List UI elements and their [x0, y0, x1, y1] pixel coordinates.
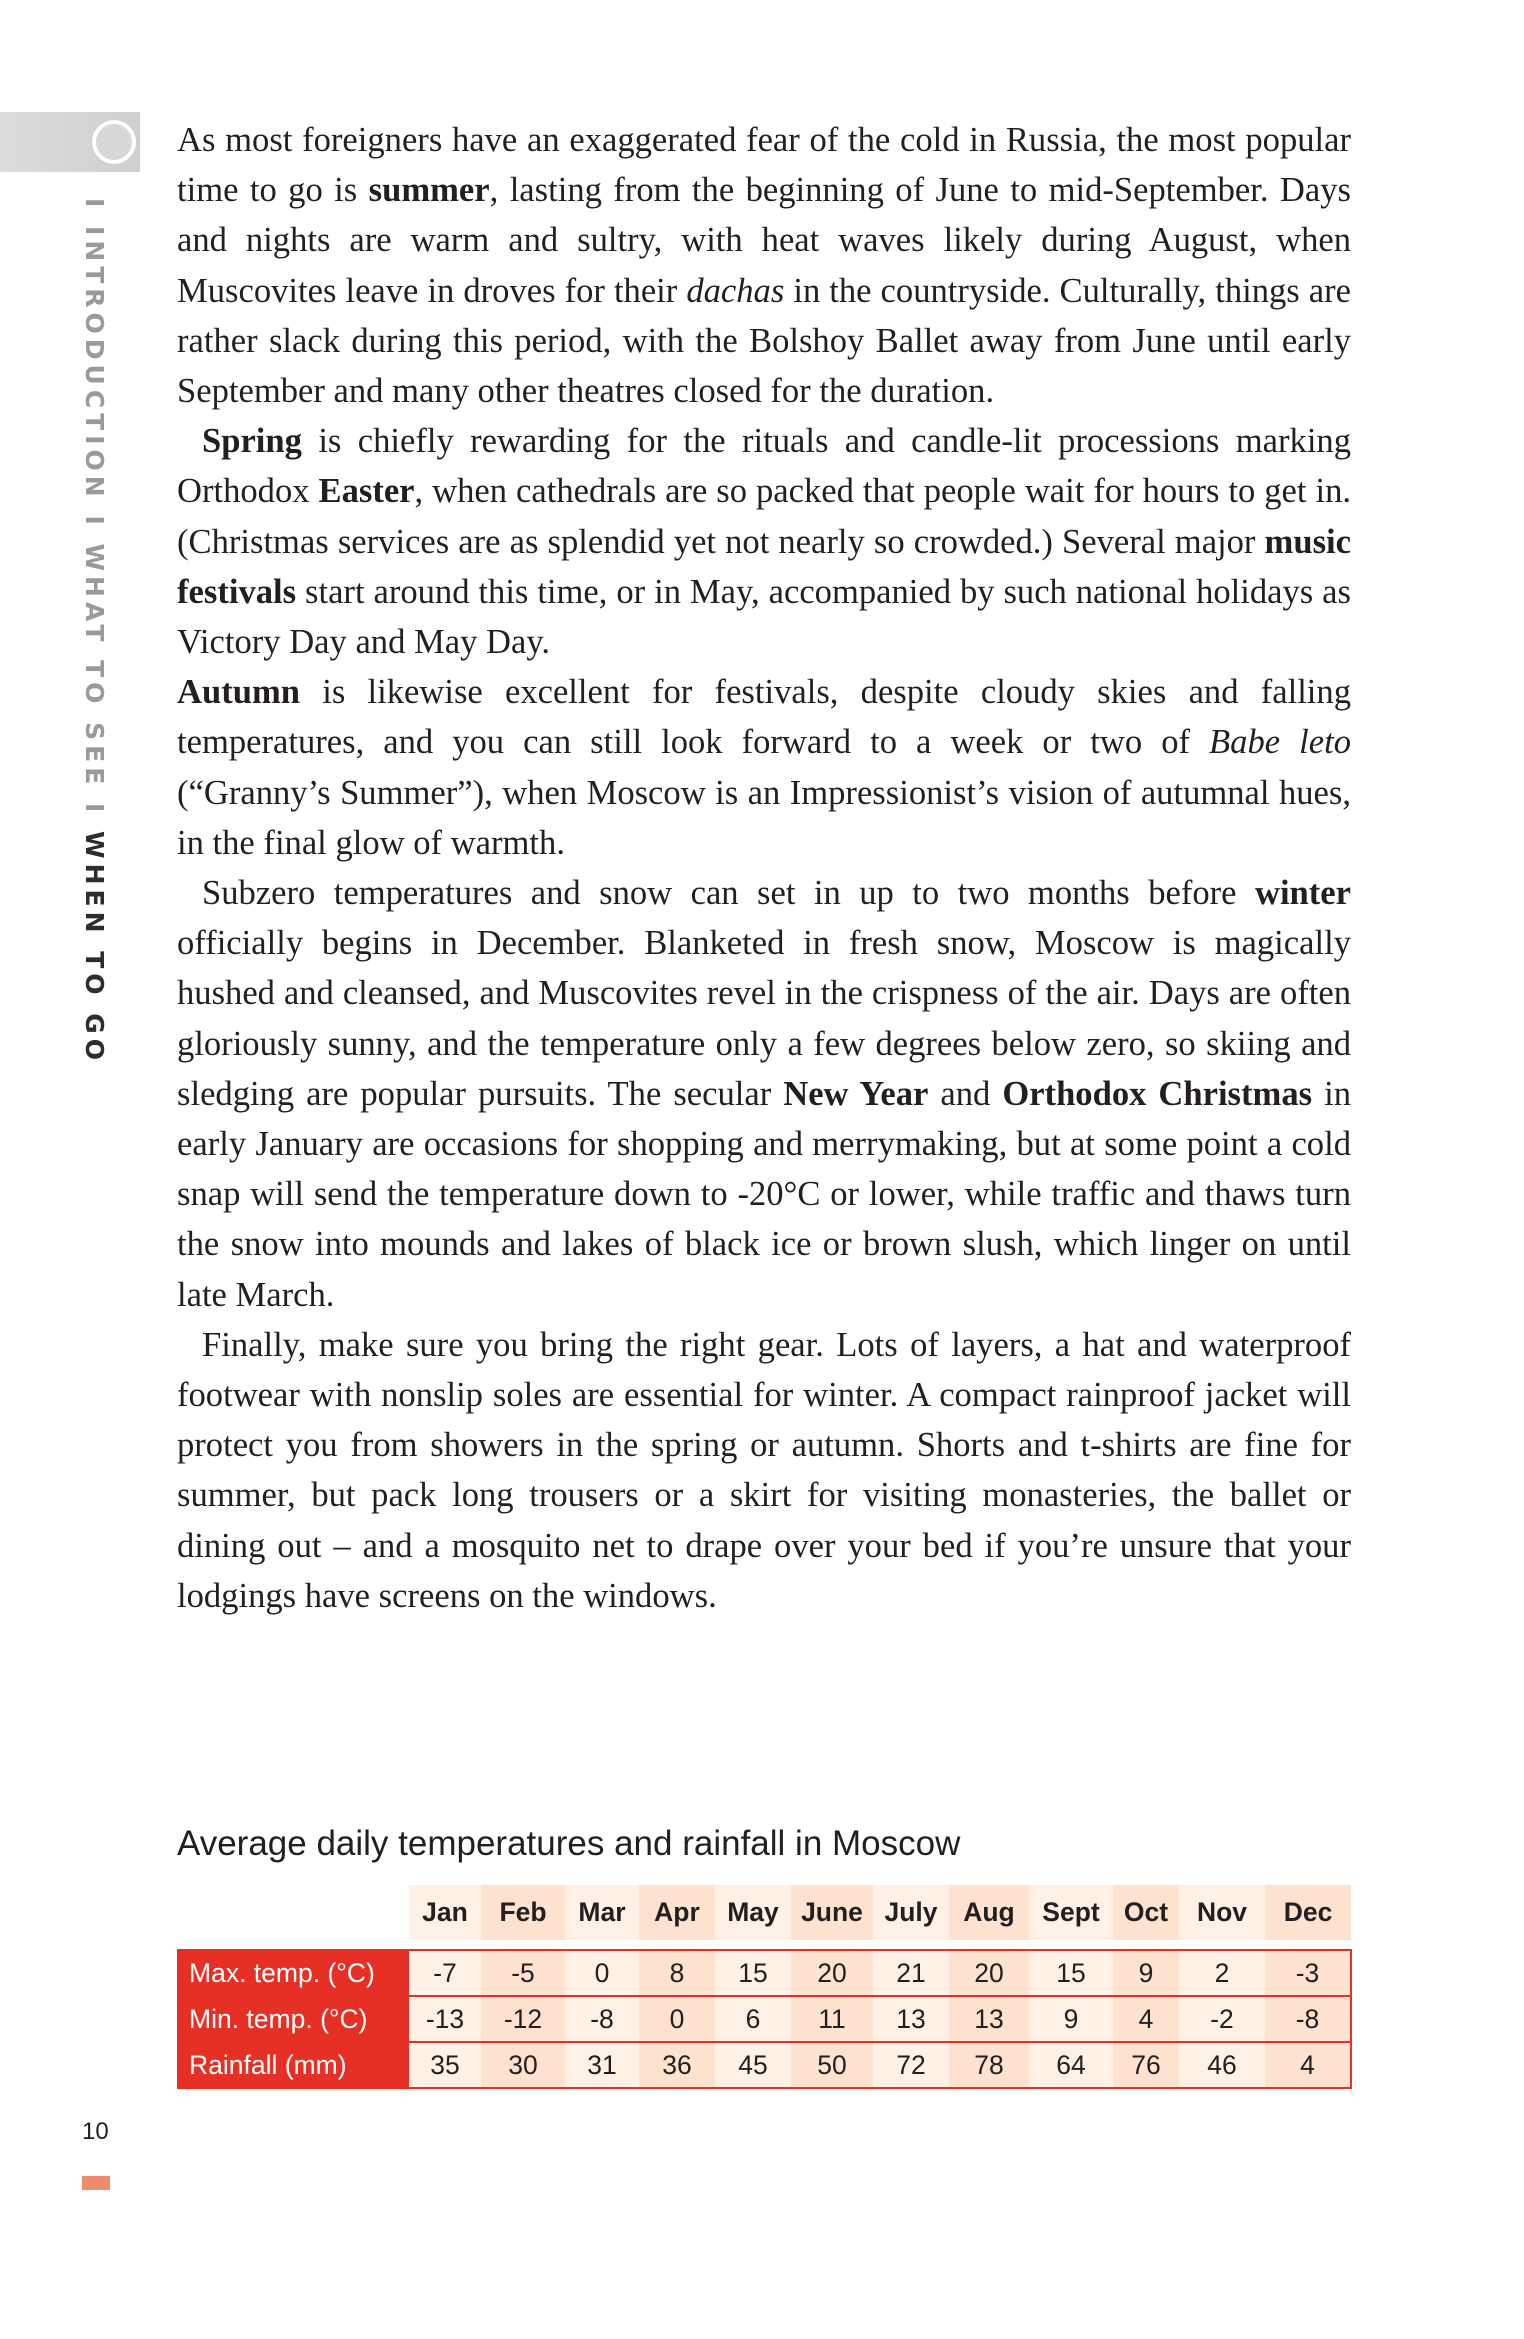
paragraph-autumn	[177, 667, 1351, 868]
text-run: , lasting from the beginning of June to mid-September. Days and nights are warm and sultry, with heat waves likely during August, when Muscovites leave in droves for their	[177, 171, 1351, 310]
table-cell: 4	[1265, 2042, 1351, 2088]
table-cell: -7	[409, 1950, 481, 1996]
text-run: and	[928, 1074, 1003, 1113]
month-header: Sept	[1029, 1885, 1113, 1940]
term-babe-leto: Babe leto	[1209, 723, 1351, 762]
table-cell: 31	[565, 2042, 639, 2088]
table-cell: 36	[639, 2042, 715, 2088]
table-cell: 0	[639, 1996, 715, 2042]
keyword-autumn: Autumn	[177, 673, 300, 712]
table-row-min-temp	[177, 1996, 1351, 2042]
text-run: in early January are occasions for shopping and merrymaking, but at some point a cold snap will send the temperature down to -20°C or lower, while traffic and thaws turn the snow into mounds and lakes of black ice or brown slush, which linger on until late March.	[177, 1074, 1351, 1314]
running-head-introduction: INTRODUCTION	[80, 226, 109, 502]
month-header: July	[873, 1885, 949, 1940]
keyword-orthodox-christmas: Orthodox Christmas	[1002, 1074, 1313, 1113]
table-cell: 45	[715, 2042, 791, 2088]
table-row-max-temp	[177, 1950, 1351, 1996]
text-run: is chiefly rewarding for the rituals and candle-lit processions marking Orthodox	[177, 422, 1351, 511]
text-run: (“Granny’s Summer”), when Moscow is an Impressionist’s vision of autumnal hues, in the final glow of warmth.	[177, 773, 1351, 862]
table-cell: -3	[1265, 1950, 1351, 1996]
table-caption: Average daily temperatures and rainfall in Moscow	[177, 1824, 961, 1863]
running-head-separator: I	[80, 198, 109, 227]
table-cell: -2	[1179, 1996, 1265, 2042]
climate-table	[177, 1885, 1352, 2089]
running-head-separator: I	[80, 501, 109, 544]
keyword-winter: winter	[1254, 874, 1351, 913]
keyword-easter: Easter	[318, 472, 415, 511]
table-cell: -8	[565, 1996, 639, 2042]
text-run: is likewise excellent for festivals, despite cloudy skies and falling temperatures, and you can still look forward to a week or two of	[177, 673, 1351, 762]
text-run: , when cathedrals are so packed that people wait for hours to get in. (Christmas services are as splendid yet not nearly so crowded.) Several major	[177, 472, 1352, 561]
table-cell: 15	[1029, 1950, 1113, 1996]
page-number: 10	[82, 2118, 109, 2145]
table-cell: 2	[1179, 1950, 1265, 1996]
text-run: in the countryside. Culturally, things are rather slack during this period, with the Bolshoy Ballet away from June until early September and many other theatres closed for the duration.	[177, 271, 1351, 411]
table-cell: 8	[639, 1950, 715, 1996]
month-header: May	[715, 1885, 791, 1940]
table-row-rainfall	[177, 2042, 1351, 2088]
text-run: As most foreigners have an exaggerated fear of the cold in Russia, the most popular time to go is	[177, 121, 1351, 210]
month-header: Dec	[1265, 1885, 1351, 1940]
table-cell: 20	[949, 1950, 1029, 1996]
table-cell: -12	[481, 1996, 565, 2042]
table-cell: 13	[873, 1996, 949, 2042]
month-header: Jan	[409, 1885, 481, 1940]
table-cell: 13	[949, 1996, 1029, 2042]
keyword-spring: Spring	[202, 422, 302, 461]
keyword-new-year: New Year	[783, 1074, 929, 1113]
month-header-row	[177, 1885, 1351, 1940]
table-cell: 11	[791, 1996, 873, 2042]
running-head-current-section: WHEN TO GO	[80, 831, 109, 1065]
table-cell: 9	[1113, 1950, 1179, 1996]
body-text	[177, 115, 1351, 1621]
keyword-music-festivals: music festivals	[177, 522, 1351, 611]
page-marker-block	[82, 2176, 110, 2190]
row-label: Rainfall (mm)	[177, 2042, 409, 2088]
month-header: Feb	[481, 1885, 565, 1940]
header-corner	[177, 1885, 409, 1940]
table-cell: 46	[1179, 2042, 1265, 2088]
paragraph-gear: Finally, make sure you bring the right gear. Lots of layers, a hat and waterproof footwear with nonslip soles are essential for winter. A compact rainproof jacket will protect you from showers in the spring or autumn. Shorts and t-shirts are fine for summer, but pack long trousers or a skirt for visiting monasteries, the ballet or dining out – and a mosquito net to drape over your bed if you’re unsure that your lodgings have screens on the windows.	[177, 1325, 1351, 1615]
table-cell: 64	[1029, 2042, 1113, 2088]
table-cell: 0	[565, 1950, 639, 1996]
running-head-what-to-see: WHAT TO SEE	[80, 543, 109, 790]
term-dachas: dachas	[686, 271, 785, 310]
table-cell: -13	[409, 1996, 481, 2042]
text-run: start around this time, or in May, accompanied by such national holidays as Victory Day and May Day.	[177, 572, 1351, 662]
row-label: Min. temp. (°C)	[177, 1996, 409, 2042]
month-header: June	[791, 1885, 873, 1940]
table-cell: -5	[481, 1950, 565, 1996]
month-header: Nov	[1179, 1885, 1265, 1940]
paragraph-spring	[177, 416, 1351, 667]
table-cell: -8	[1265, 1996, 1351, 2042]
table-cell: 72	[873, 2042, 949, 2088]
table-cell: 35	[409, 2042, 481, 2088]
table-cell: 21	[873, 1950, 949, 1996]
table-cell: 9	[1029, 1996, 1113, 2042]
text-run: officially begins in December. Blanketed in fresh snow, Moscow is magically hushed and cleansed, and Muscovites revel in the crispness of the air. Days are often gloriously sunny, and the temperature only a few degrees below zero, so skiing and sledging are popular pursuits. The secular	[177, 924, 1351, 1113]
month-header: Apr	[639, 1885, 715, 1940]
running-head-separator: I	[80, 789, 109, 832]
month-header: Aug	[949, 1885, 1029, 1940]
row-label: Max. temp. (°C)	[177, 1950, 409, 1996]
section-tab-circle-icon	[92, 120, 136, 164]
table-cell: 78	[949, 2042, 1029, 2088]
table-cell: 30	[481, 2042, 565, 2088]
paragraph-winter	[177, 868, 1351, 1320]
text-run: Subzero temperatures and snow can set in up to two months before	[202, 874, 1255, 913]
table-cell: 6	[715, 1996, 791, 2042]
table-cell: 4	[1113, 1996, 1179, 2042]
table-cell: 50	[791, 2042, 873, 2088]
month-header: Oct	[1113, 1885, 1179, 1940]
keyword-summer: summer	[368, 171, 490, 210]
paragraph-summer	[177, 115, 1351, 416]
table-cell: 20	[791, 1950, 873, 1996]
table-cell: 76	[1113, 2042, 1179, 2088]
table-cell: 15	[715, 1950, 791, 1996]
running-head	[82, 198, 107, 1065]
month-header: Mar	[565, 1885, 639, 1940]
